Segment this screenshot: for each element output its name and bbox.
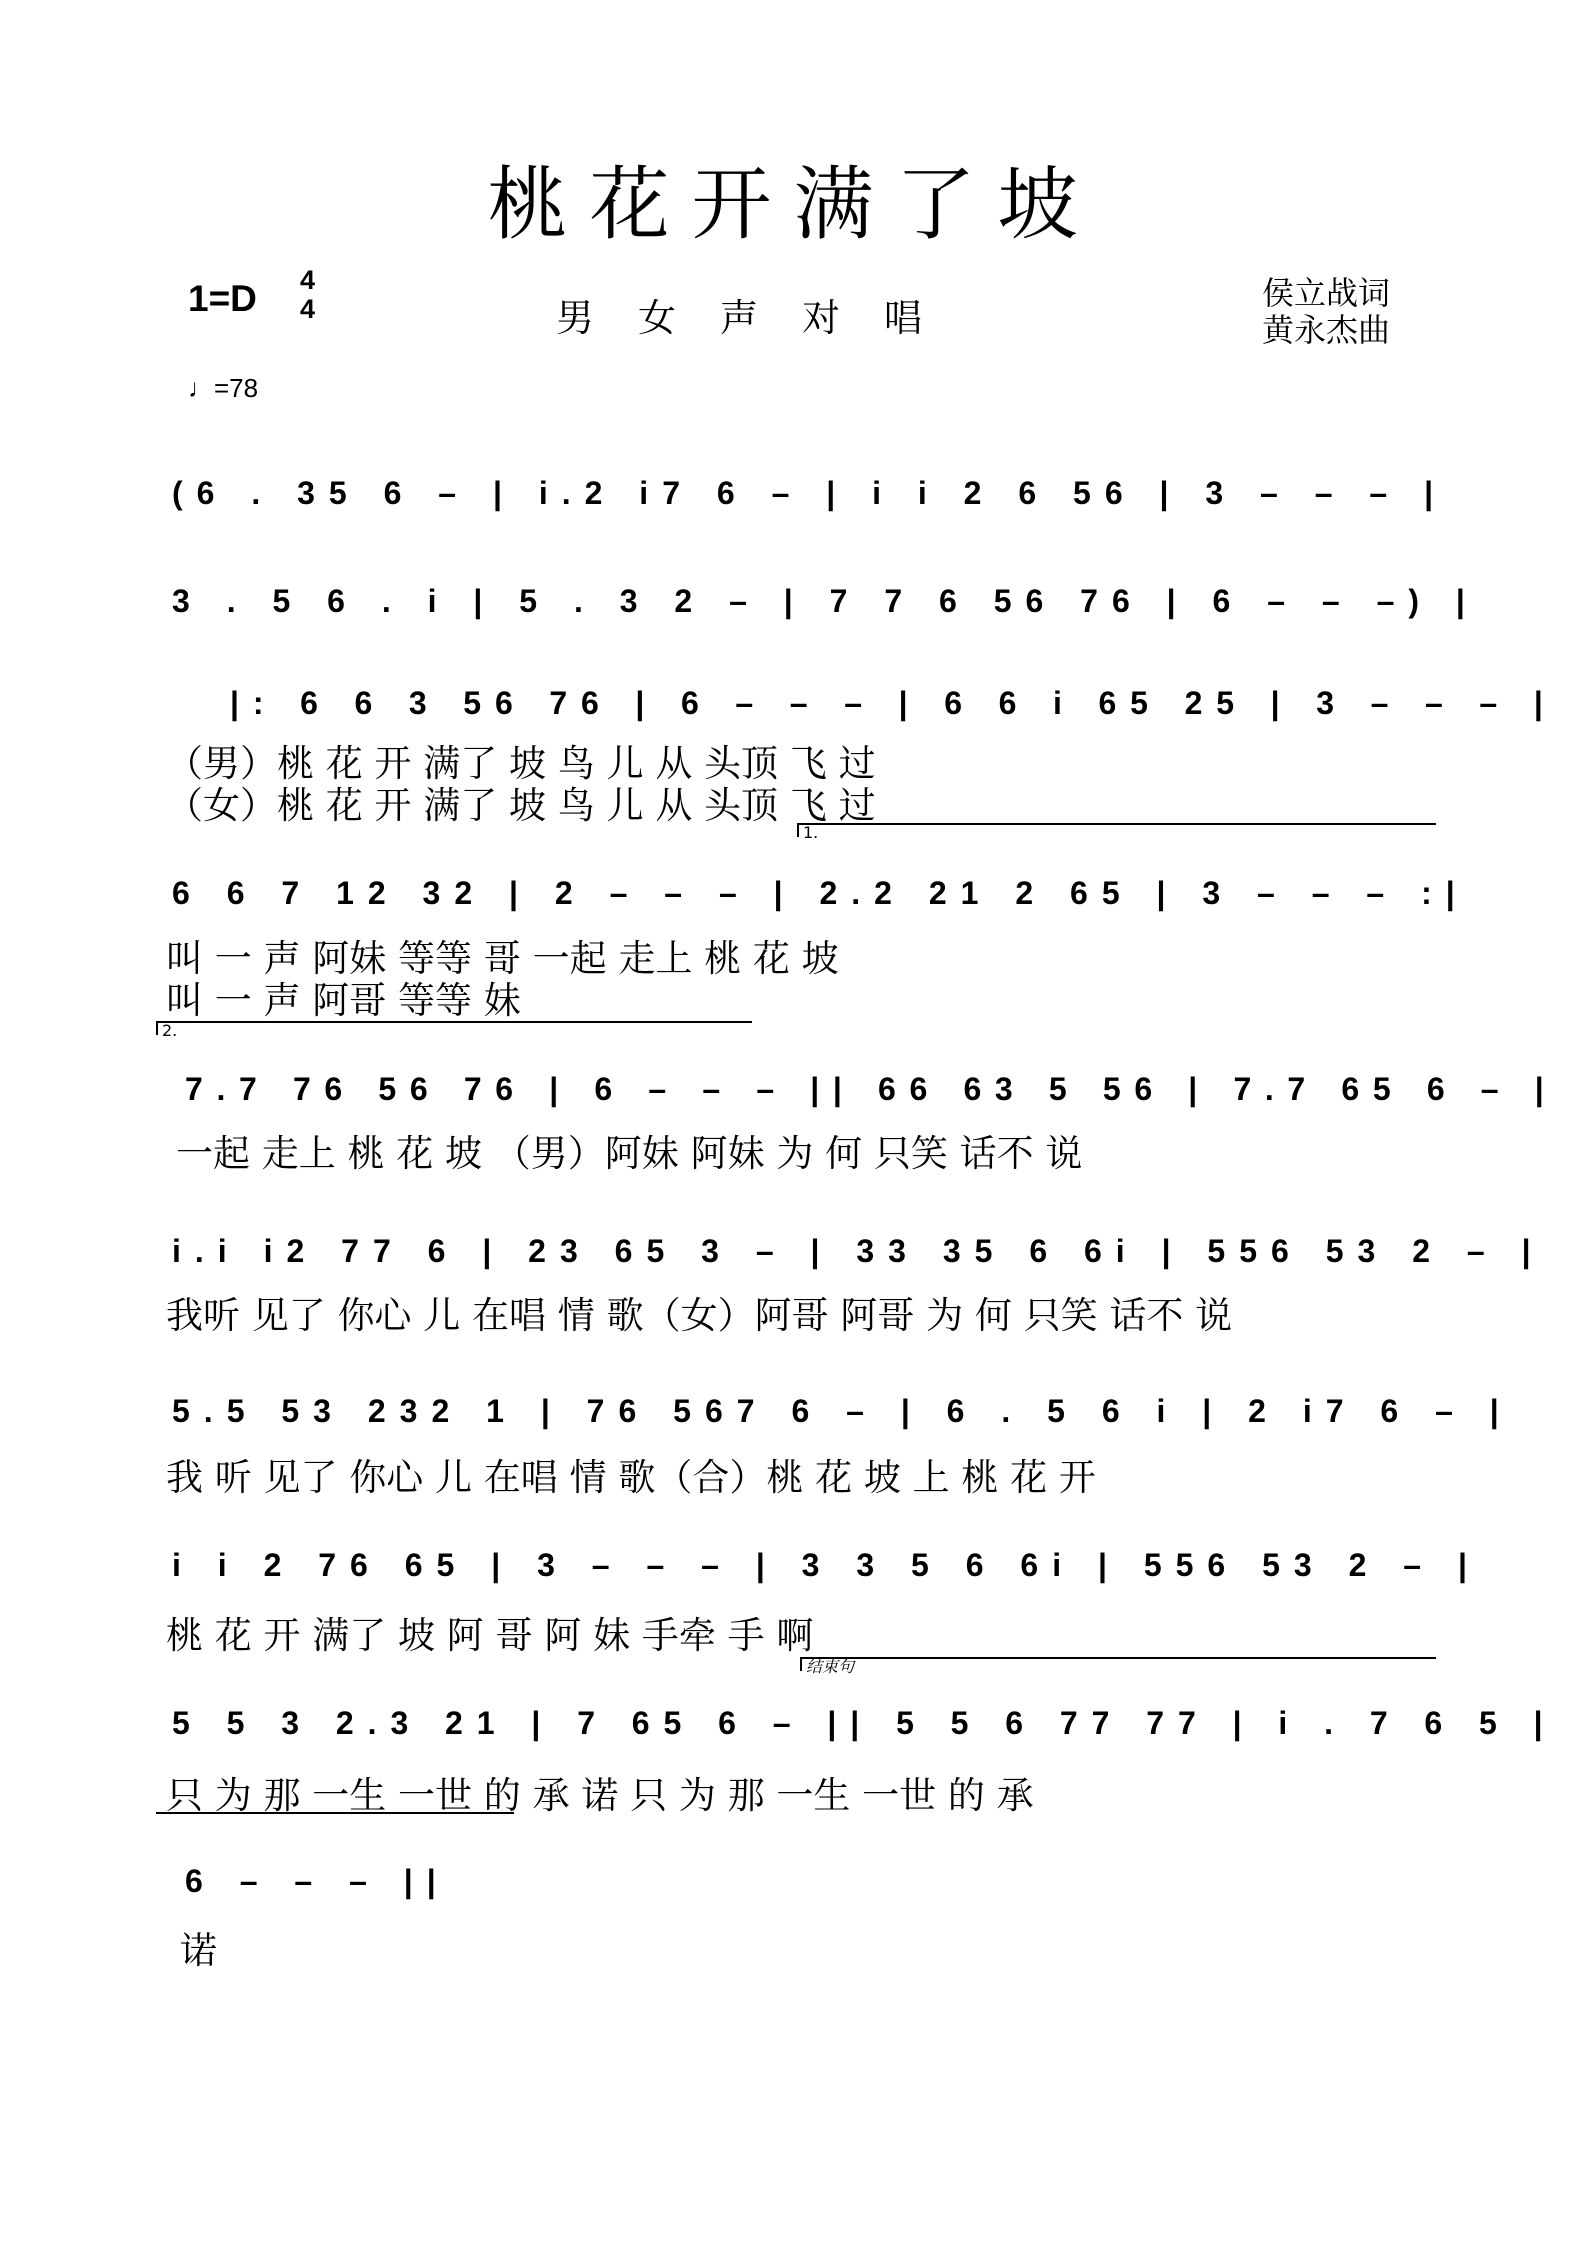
notation-line-1: (6 . 35 6 – | i.2 i7 6 – | i i 2 6 56 | 3 – – – | [172, 475, 1448, 511]
meter-top: 4 [300, 265, 316, 295]
notation-line-4: 6 6 7 12 32 | 2 – – – | 2.2 21 2 65 | 3 – – – :| [172, 875, 1469, 911]
notation-line-9: 5 5 3 2.3 21 | 7 65 6 – || 5 5 6 77 77 | i . 7 6 5 | [172, 1705, 1557, 1741]
ending-marker: 结束句 [800, 1657, 1436, 1671]
lyric-line-3a: （男）桃 花 开 满了 坡 鸟 儿 从 头顶 飞 过 [166, 742, 876, 785]
key-signature: 1=D [188, 278, 257, 319]
score-title: 桃花开满了坡 [487, 158, 1100, 251]
notation-line-10: 6 – – – || [185, 1863, 450, 1899]
tempo-marking: ♩=78 [188, 373, 259, 403]
meter-bottom: 4 [300, 294, 316, 324]
notation-line-5: 7.7 76 56 76 | 6 – – – || 66 63 5 56 | 7.7 65 6 – | [185, 1071, 1558, 1107]
subtitle: 男女声对唱 [556, 296, 967, 340]
lyric-line-8: 桃 花 开 满了 坡 阿 哥 阿 妹 手牵 手 啊 [166, 1614, 814, 1657]
ending-bracket [156, 1812, 514, 1824]
notation-line-3: |: 6 6 3 56 76 | 6 – – – | 6 6 i 65 25 | 3 – – – | [230, 685, 1557, 721]
credits [1262, 275, 1390, 349]
notation-line-7: 5.5 53 232 1 | 76 567 6 – | 6 . 5 6 i | 2 i7 6 – | [172, 1393, 1513, 1429]
lyric-line-4b: 叫 一 声 阿哥 等等 妹 [166, 979, 521, 1022]
lyric-line-9: 只 为 那 一生 一世 的 承 诺 只 为 那 一生 一世 的 承 [166, 1774, 1034, 1817]
lyric-line-4a: 叫 一 声 阿妹 等等 哥 一起 走上 桃 花 坡 [166, 937, 839, 980]
time-signature [300, 266, 315, 324]
lyric-line-10: 诺 [180, 1929, 217, 1972]
composer: 黄永杰曲 [1262, 311, 1391, 349]
lyric-line-5: 一起 走上 桃 花 坡 （男）阿妹 阿妹 为 何 只笑 话不 说 [176, 1132, 1083, 1175]
lyric-line-6: 我听 见了 你心 儿 在唱 情 歌（女）阿哥 阿哥 为 何 只笑 话不 说 [166, 1294, 1233, 1337]
lyric-line-3b: （女）桃 花 开 满了 坡 鸟 儿 从 头顶 飞 过 [166, 784, 876, 827]
volta-1: 1. [797, 823, 1436, 837]
volta-2: 2. [156, 1021, 752, 1035]
lyric-line-7: 我 听 见了 你心 儿 在唱 情 歌（合）桃 花 坡 上 桃 花 开 [166, 1456, 1096, 1499]
notation-line-6: i.i i2 77 6 | 23 65 3 – | 33 35 6 6i | 556 53 2 – | [172, 1233, 1545, 1269]
notation-line-8: i i 2 76 65 | 3 – – – | 3 3 5 6 6i | 556 53 2 – | [172, 1547, 1481, 1583]
notation-line-2: 3 . 5 6 . i | 5 . 3 2 – | 7 7 6 56 76 | 6 – – –) | [172, 583, 1479, 619]
lyricist: 侯立战词 [1262, 274, 1391, 312]
